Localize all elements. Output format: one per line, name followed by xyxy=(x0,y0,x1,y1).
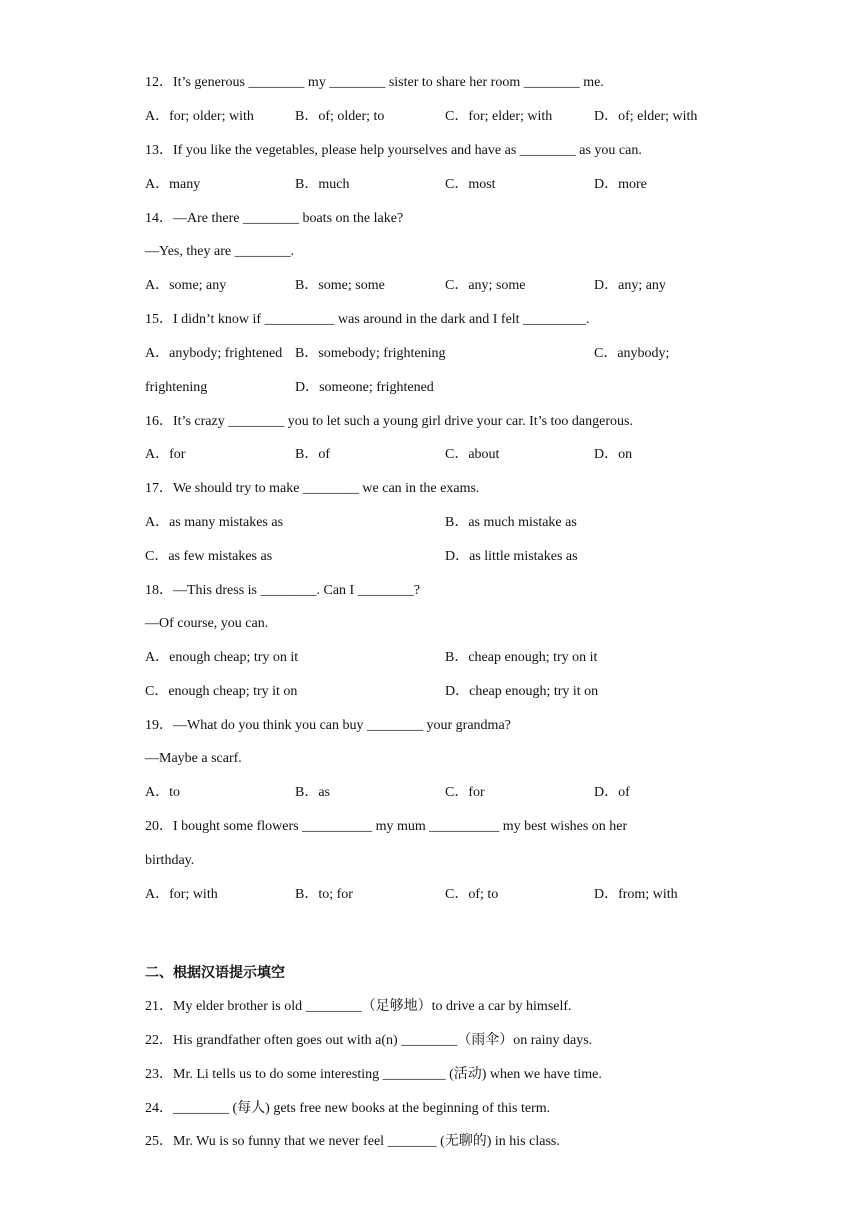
q15-option-b: B．somebody; frightening xyxy=(295,346,446,361)
q19-option-d: D．of xyxy=(594,785,630,800)
q20-option-b: B．to; for xyxy=(295,887,353,902)
question-21: 21．My elder brother is old ________（足够地）to drive a car by himself. xyxy=(145,999,572,1014)
question-16-stem: 16．It’s crazy ________ you to let such a young girl drive your car. It’s too dangerous. xyxy=(145,414,633,429)
q14-option-b: B．some; some xyxy=(295,278,385,293)
q14-option-a: A．some; any xyxy=(145,278,227,293)
question-15-stem: 15．I didn’t know if __________ was around in the dark and I felt _________. xyxy=(145,312,590,327)
q17-option-d: D．as little mistakes as xyxy=(445,549,578,564)
q15-option-c-continued: frightening xyxy=(145,380,208,395)
q18-option-b: B．cheap enough; try on it xyxy=(445,650,598,665)
q16-option-d: D．on xyxy=(594,447,633,462)
q16-option-c: C．about xyxy=(445,447,500,462)
q12-option-d: D．of; elder; with xyxy=(594,109,698,124)
question-19-stem: 19．—What do you think you can buy ________ your grandma? xyxy=(145,718,511,733)
question-13-stem: 13．If you like the vegetables, please help yourselves and have as ________ as you can. xyxy=(145,143,642,158)
q15-option-c: C．anybody; xyxy=(594,346,670,361)
question-20-stem-continued: birthday. xyxy=(145,853,195,868)
q14-option-d: D．any; any xyxy=(594,278,666,293)
q16-option-a: A．for xyxy=(145,447,186,462)
question-18-reply: —Of course, you can. xyxy=(145,616,269,631)
q17-option-a: A．as many mistakes as xyxy=(145,515,284,530)
q12-option-c: C．for; elder; with xyxy=(445,109,553,124)
question-17-stem: 17．We should try to make ________ we can in the exams. xyxy=(145,481,480,496)
q20-option-d: D．from; with xyxy=(594,887,678,902)
q18-option-d: D．cheap enough; try it on xyxy=(445,684,599,699)
question-20-stem: 20．I bought some flowers __________ my mum __________ my best wishes on her xyxy=(145,819,628,834)
question-22: 22．His grandfather often goes out with a(n) ________（雨伞）on rainy days. xyxy=(145,1033,593,1048)
q13-option-a: A．many xyxy=(145,177,201,192)
q19-option-b: B．as xyxy=(295,785,330,800)
q12-option-b: B．of; older; to xyxy=(295,109,385,124)
q19-option-a: A．to xyxy=(145,785,180,800)
q20-option-c: C．of; to xyxy=(445,887,499,902)
question-14-reply: —Yes, they are ________. xyxy=(145,244,295,259)
q13-option-b: B．much xyxy=(295,177,350,192)
question-14-stem: 14．—Are there ________ boats on the lake? xyxy=(145,211,404,226)
q20-option-a: A．for; with xyxy=(145,887,218,902)
q16-option-b: B．of xyxy=(295,447,330,462)
q19-option-c: C．for xyxy=(445,785,485,800)
question-12-stem: 12．It’s generous ________ my ________ sister to share her room ________ me. xyxy=(145,75,604,90)
question-24: 24．________ (每人) gets free new books at the beginning of this term. xyxy=(145,1101,551,1116)
question-25: 25．Mr. Wu is so funny that we never feel _______ (无聊的) in his class. xyxy=(145,1134,560,1149)
section-2-heading: 二、根据汉语提示填空 xyxy=(145,965,285,981)
q15-option-d: D．someone; frightened xyxy=(295,380,434,395)
q15-option-a: A．anybody; frightened xyxy=(145,346,283,361)
q18-option-a: A．enough cheap; try on it xyxy=(145,650,299,665)
question-23: 23．Mr. Li tells us to do some interesting _________ (活动) when we have time. xyxy=(145,1067,602,1082)
question-18-stem: 18．—This dress is ________. Can I ________? xyxy=(145,583,420,598)
q18-option-c: C．enough cheap; try it on xyxy=(145,684,298,699)
q14-option-c: C．any; some xyxy=(445,278,526,293)
q13-option-c: C．most xyxy=(445,177,496,192)
q17-option-b: B．as much mistake as xyxy=(445,515,577,530)
question-19-reply: —Maybe a scarf. xyxy=(145,751,242,766)
q17-option-c: C．as few mistakes as xyxy=(145,549,273,564)
q13-option-d: D．more xyxy=(594,177,647,192)
q12-option-a: A．for; older; with xyxy=(145,109,254,124)
